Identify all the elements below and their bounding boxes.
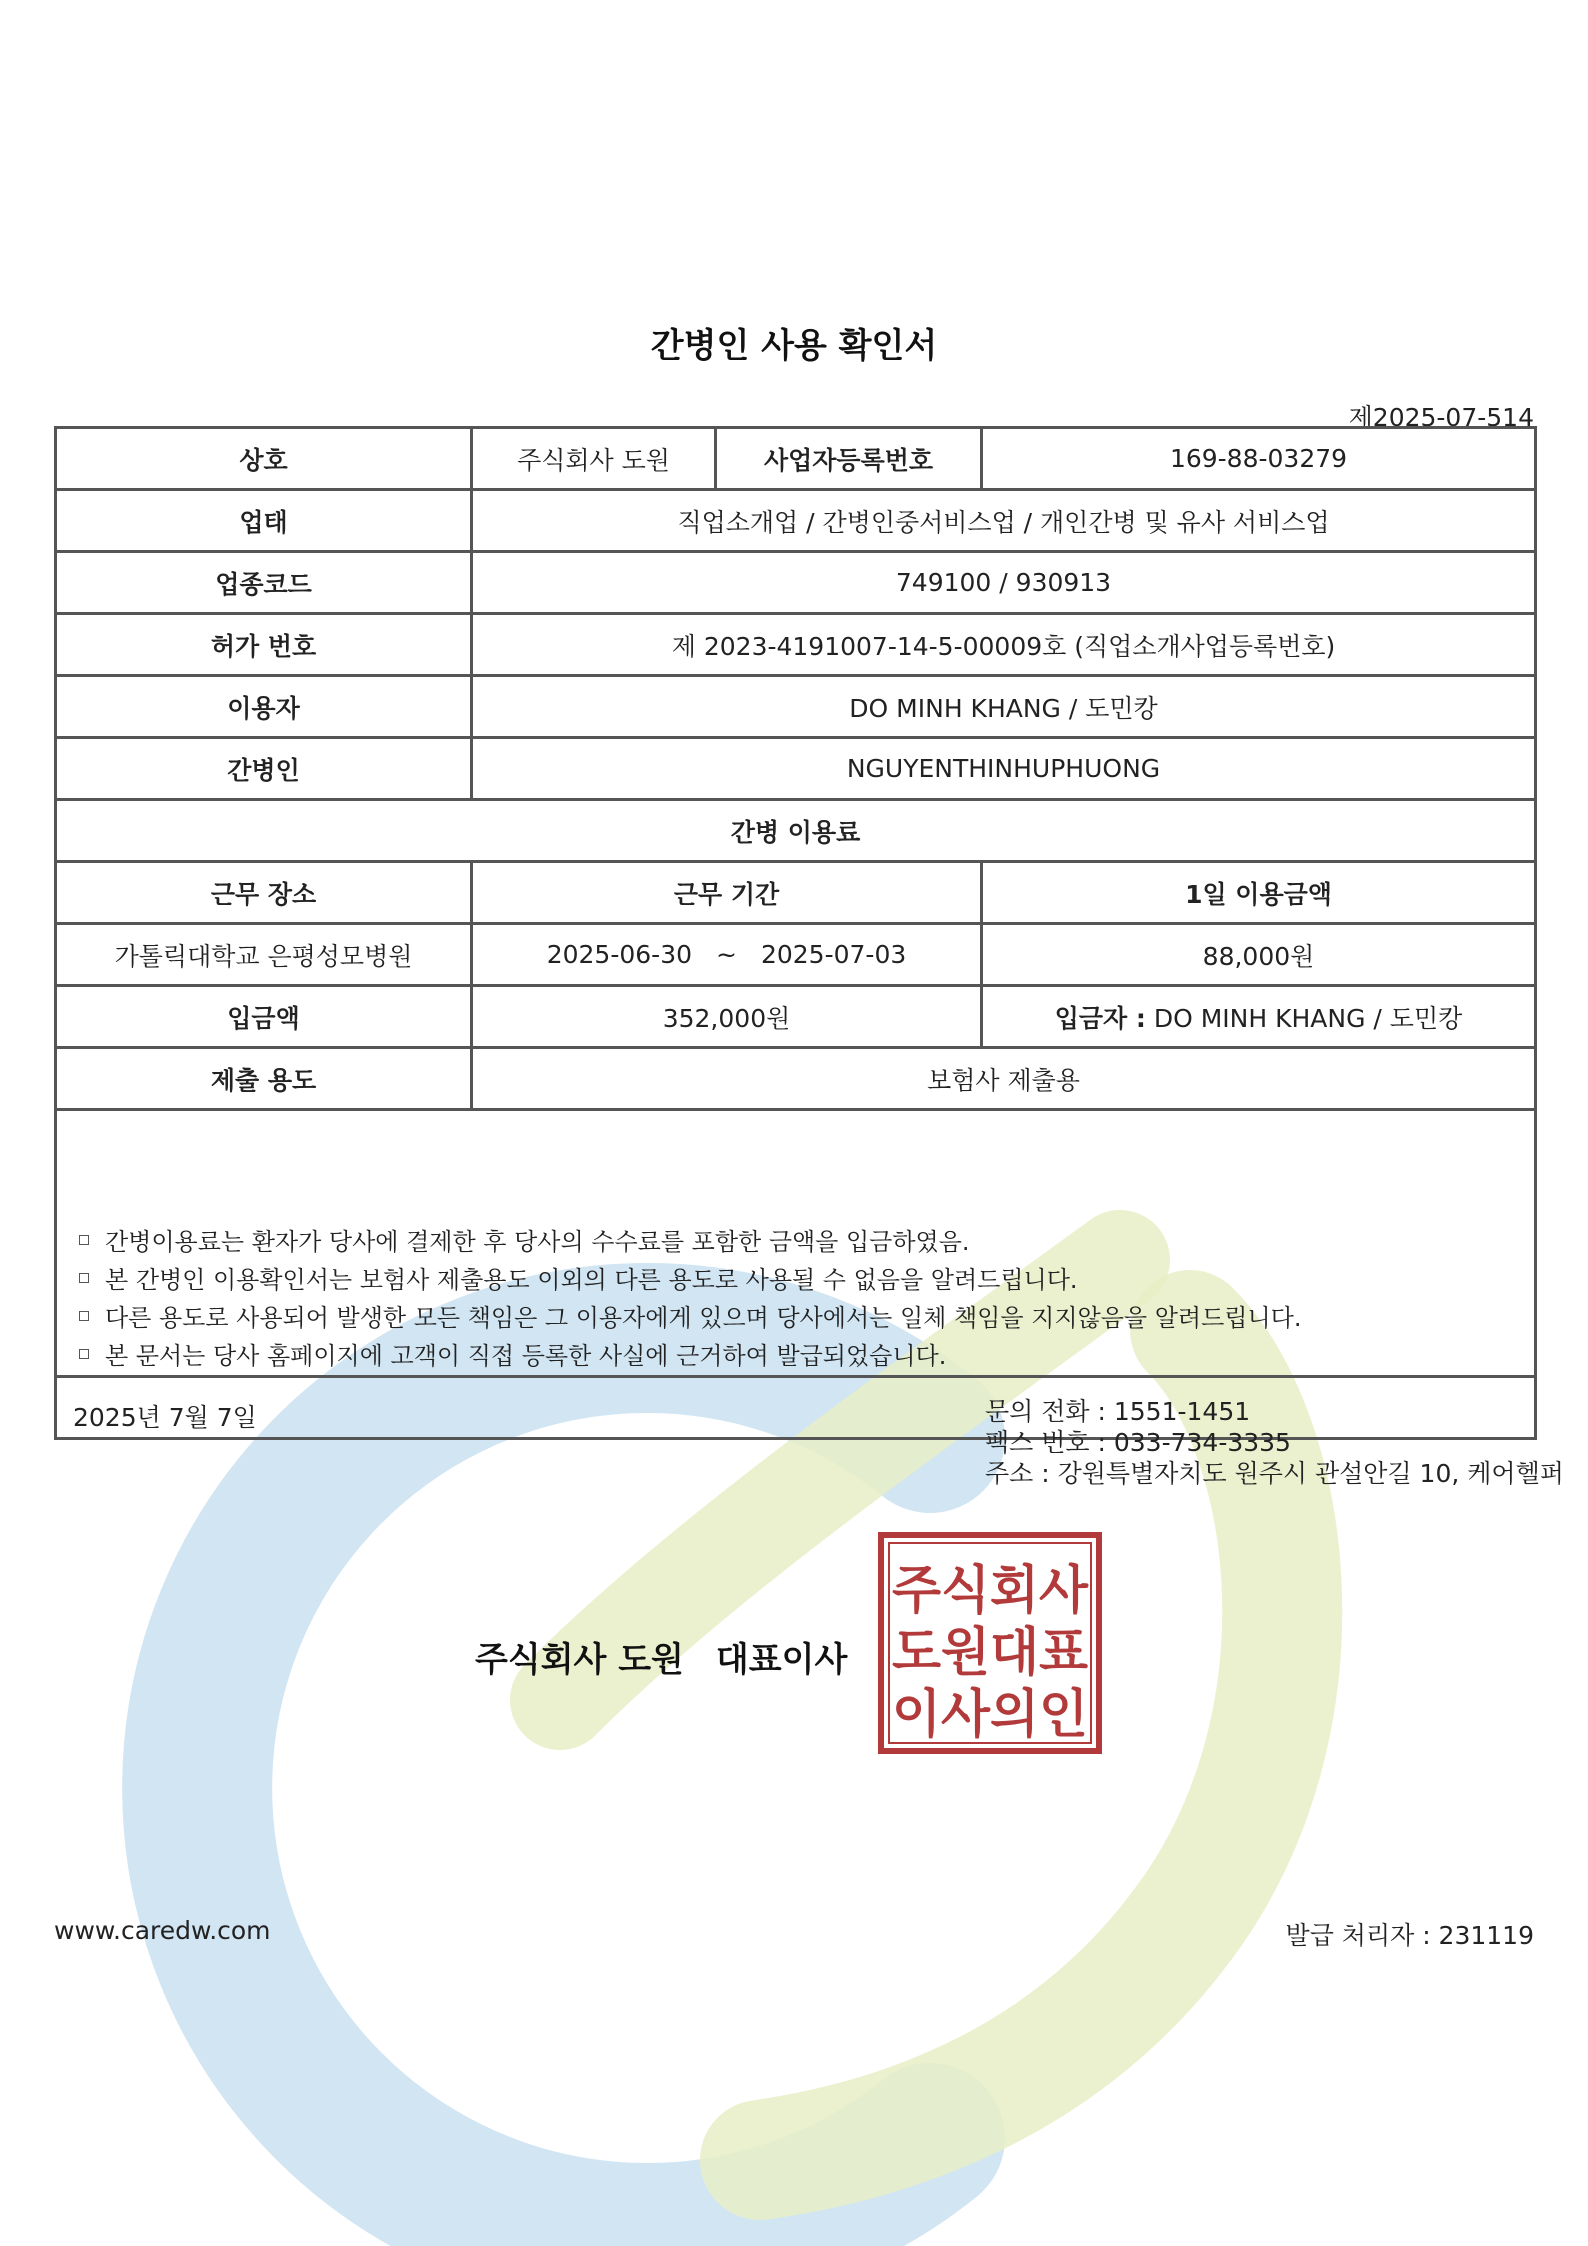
row-caregiver xyxy=(56,738,1536,800)
contact-info xyxy=(985,1396,1564,1489)
user-label: 이용자 xyxy=(56,676,472,738)
license-label: 허가 번호 xyxy=(56,614,472,676)
user-name: DO MINH KHANG / 도민캉 xyxy=(472,676,1536,738)
purpose: 보험사 제출용 xyxy=(472,1048,1536,1110)
period-start: 2025-06-30 xyxy=(546,940,693,969)
bullet-square-icon xyxy=(79,1349,89,1359)
row-deposit xyxy=(56,986,1536,1048)
document-title: 간병인 사용 확인서 xyxy=(650,326,938,366)
row-notes xyxy=(56,1110,1536,1377)
website-link[interactable]: www.caredw.com xyxy=(54,1916,271,1945)
industry-code-label: 업종코드 xyxy=(56,552,472,614)
row-fee-values xyxy=(56,924,1536,986)
note-text: 본 간병인 이용확인서는 보험사 제출용도 이외의 다른 용도로 사용될 수 없음을 알려드립니다. xyxy=(105,1266,1078,1294)
period-end: 2025-07-03 xyxy=(760,940,907,969)
document-number: 제2025-07-514 xyxy=(1348,403,1534,432)
contact-phone: 문의 전화 : 1551-1451 xyxy=(985,1397,1251,1426)
certificate-table xyxy=(54,426,1564,1745)
note-item xyxy=(79,1299,1534,1337)
row-license xyxy=(56,614,1536,676)
seal-line-3: 이사의인 xyxy=(892,1685,1088,1745)
row-fee-headers xyxy=(56,862,1536,924)
business-type-label: 업태 xyxy=(56,490,472,552)
industry-code: 749100 / 930913 xyxy=(472,552,1536,614)
caregiver-label: 간병인 xyxy=(56,738,472,800)
depositor xyxy=(982,986,1536,1048)
fee-section-title: 간병 이용료 xyxy=(56,800,1536,862)
bullet-square-icon xyxy=(79,1311,89,1321)
row-fee-section xyxy=(56,800,1536,862)
seal-line-1: 주식회사 xyxy=(892,1561,1089,1621)
purpose-label: 제출 용도 xyxy=(56,1048,472,1110)
reg-number-label: 사업자등록번호 xyxy=(716,428,982,490)
deposit-amount: 352,000원 xyxy=(472,986,982,1048)
work-place: 가톨릭대학교 은평성모병원 xyxy=(56,924,472,986)
company-name: 주식회사 도원 xyxy=(472,428,716,490)
company-seal-stamp xyxy=(878,1532,1102,1754)
daily-fee: 88,000원 xyxy=(982,924,1536,986)
seal-line-2: 도원대표 xyxy=(892,1623,1088,1683)
work-period xyxy=(472,924,982,986)
note-text: 다른 용도로 사용되어 발생한 모든 책임은 그 이용자에게 있으며 당사에서는 일체 책임을 지지않음을 알려드립니다. xyxy=(105,1304,1302,1332)
signer-title: 대표이사 xyxy=(715,1640,848,1680)
issue-date: 2025년 7월 7일 xyxy=(73,1403,257,1432)
reg-number: 169-88-03279 xyxy=(982,428,1536,490)
issue-handler: 발급 처리자 : 231119 xyxy=(1285,1921,1534,1950)
depositor-name: DO MINH KHANG / 도민캉 xyxy=(1153,1003,1463,1033)
row-company xyxy=(56,428,1536,490)
bullet-square-icon xyxy=(79,1235,89,1245)
contact-address: 주소 : 강원특별자치도 원주시 관설안길 10, 케어헬퍼 xyxy=(985,1459,1564,1488)
daily-fee-header: 1일 이용금액 xyxy=(982,862,1536,924)
business-type: 직업소개업 / 간병인중서비스업 / 개인간병 및 유사 서비스업 xyxy=(472,490,1536,552)
notes-cell xyxy=(56,1110,1536,1377)
deposit-label: 입금액 xyxy=(56,986,472,1048)
row-footer xyxy=(56,1377,1536,1439)
company-name-label: 상호 xyxy=(56,428,472,490)
work-place-header: 근무 장소 xyxy=(56,862,472,924)
note-item xyxy=(79,1337,1534,1375)
signer-company: 주식회사 도원 xyxy=(475,1640,684,1680)
depositor-label: 입금자 : xyxy=(1054,1003,1146,1033)
bullet-square-icon xyxy=(79,1273,89,1283)
row-business xyxy=(56,490,1536,552)
row-purpose xyxy=(56,1048,1536,1110)
row-code xyxy=(56,552,1536,614)
row-user xyxy=(56,676,1536,738)
notes-list xyxy=(79,1223,1534,1375)
note-text: 간병이용료는 환자가 당사에 결제한 후 당사의 수수료를 포함한 금액을 입금하였음. xyxy=(105,1228,970,1256)
work-period-header: 근무 기간 xyxy=(472,862,982,924)
note-text: 본 문서는 당사 홈페이지에 고객이 직접 등록한 사실에 근거하여 발급되었습니다. xyxy=(105,1342,947,1370)
note-item xyxy=(79,1261,1534,1299)
footer-cell xyxy=(56,1377,1564,1745)
caregiver-name: NGUYENTHINHUPHUONG xyxy=(472,738,1536,800)
contact-fax: 팩스 번호 : 033-734-3335 xyxy=(985,1428,1291,1457)
note-item xyxy=(79,1223,1534,1261)
license-number: 제 2023-4191007-14-5-00009호 (직업소개사업등록번호) xyxy=(472,614,1536,676)
period-separator: ~ xyxy=(716,940,737,969)
signer xyxy=(475,1632,847,1681)
